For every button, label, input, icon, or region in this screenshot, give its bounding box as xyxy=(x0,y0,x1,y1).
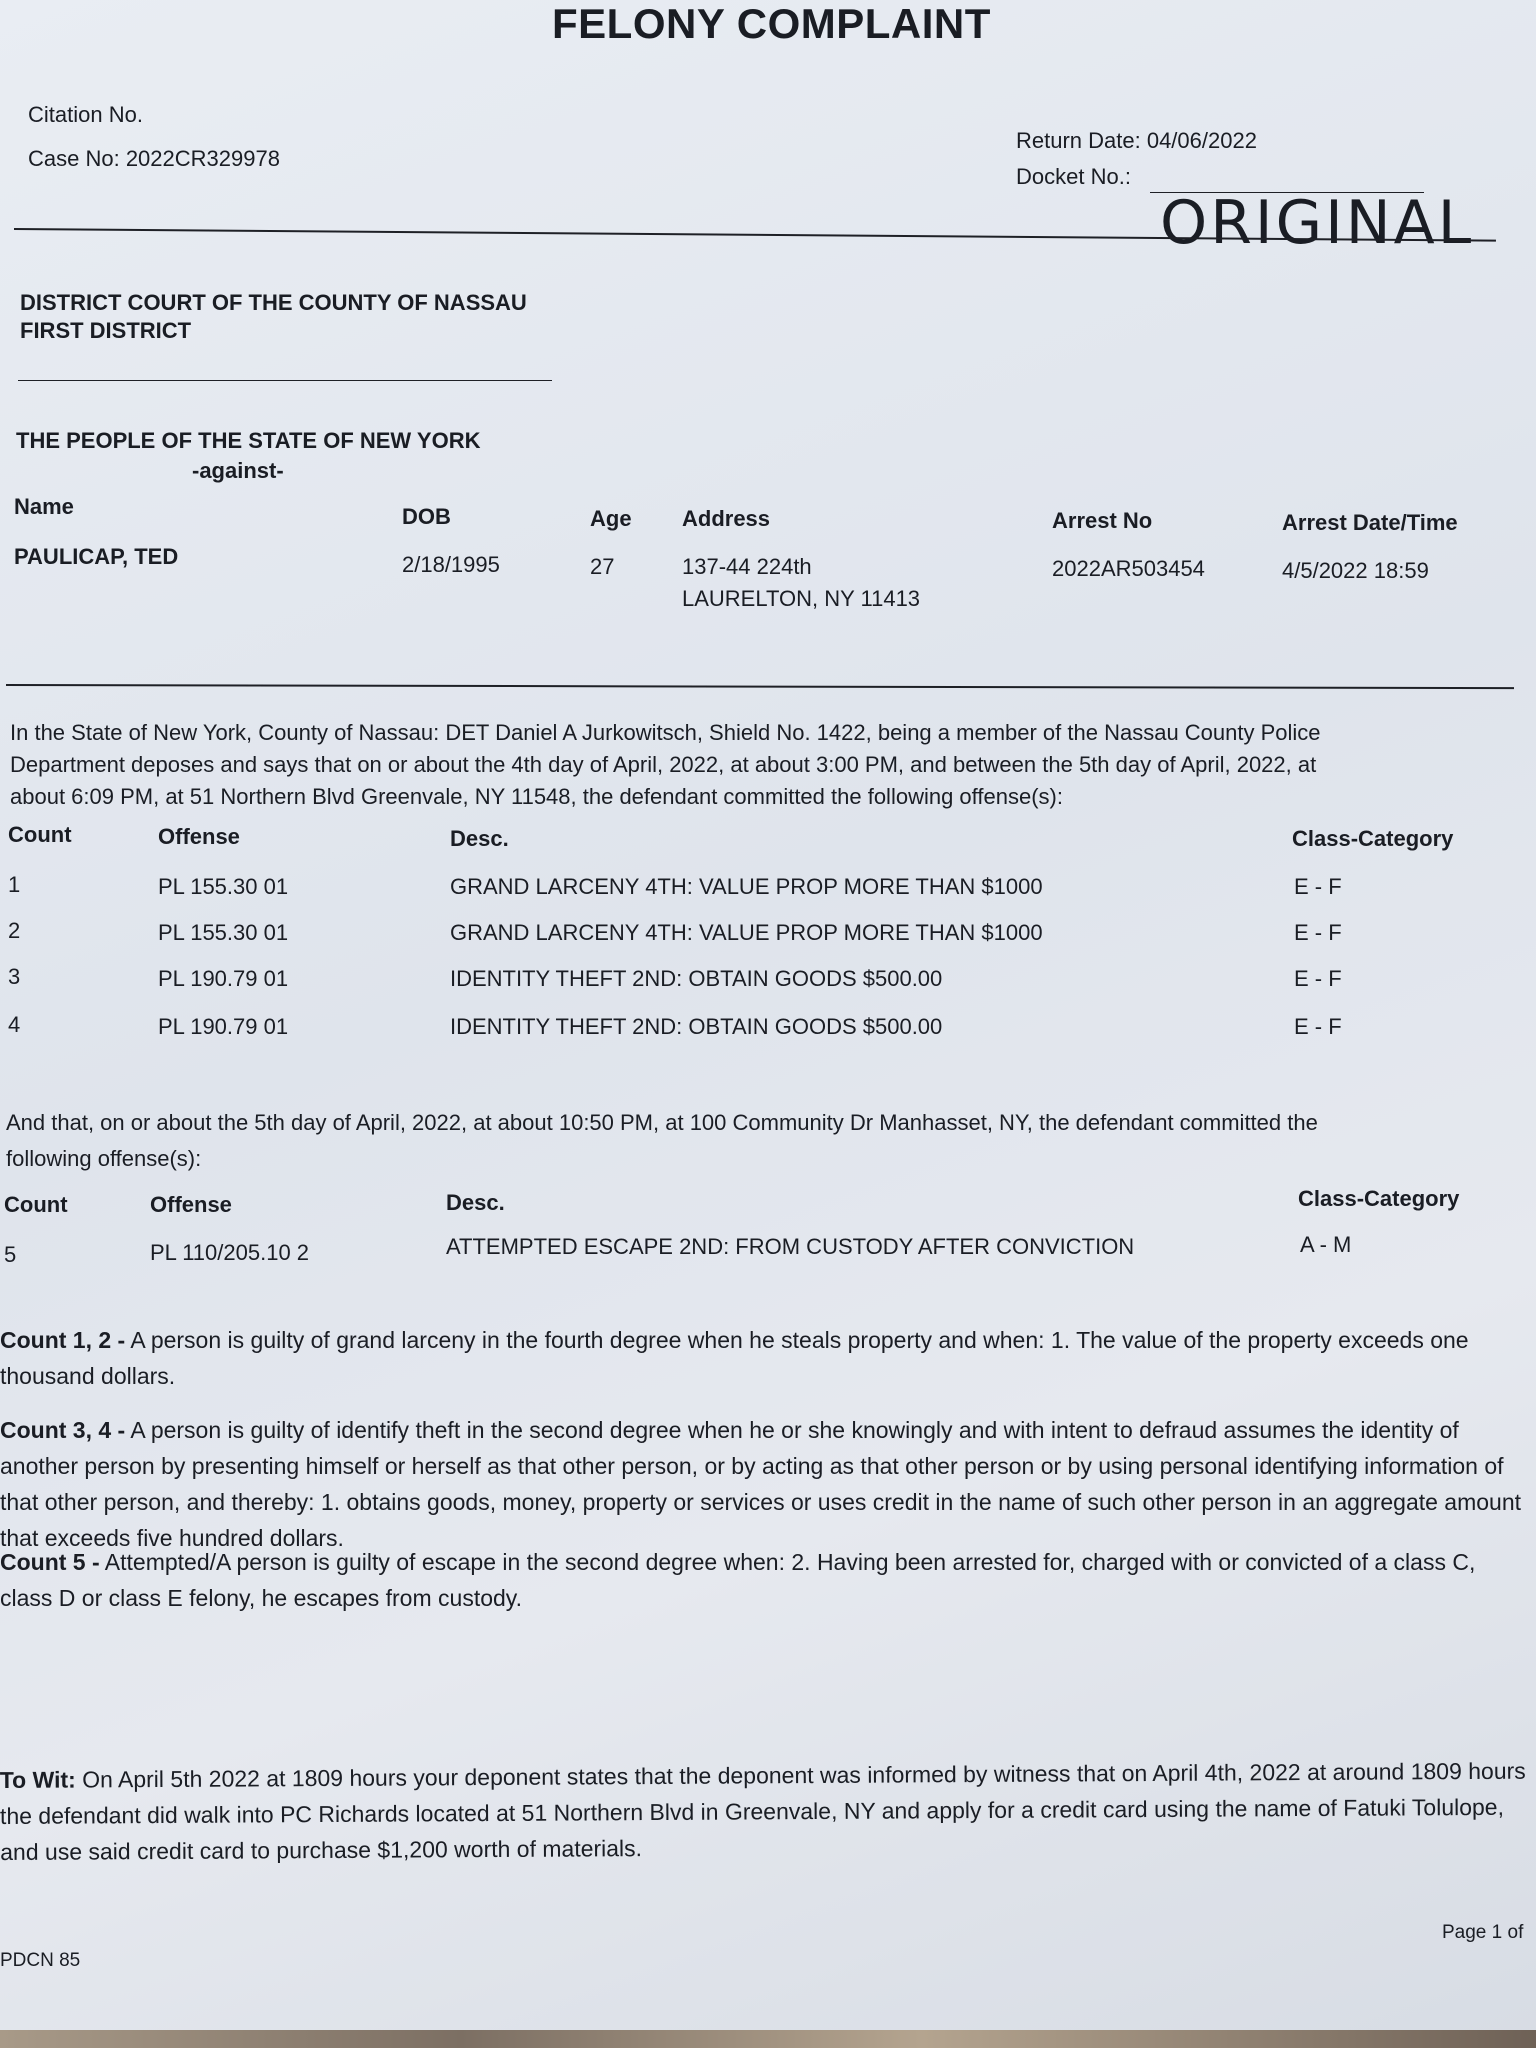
col-arrest-no-header: Arrest No xyxy=(1052,508,1153,533)
against-label: -against- xyxy=(192,458,284,483)
col-name-header: Name xyxy=(14,494,74,519)
offense-code: PL 155.30 01 xyxy=(158,920,289,945)
arrest-datetime: 4/5/2022 18:59 xyxy=(1282,558,1429,583)
statute-text: Attempted/A person is guilty of escape in the second degree when: 2. Having been arrested for, charged with or convicted of a class C, class D or class E felony, he escapes from custody. xyxy=(0,1549,1476,1611)
offense-desc: IDENTITY THEFT 2ND: OBTAIN GOODS $500.00 xyxy=(450,1014,943,1039)
offense-count: 1 xyxy=(8,872,21,897)
intro-line-2: Department deposes and says that on or about the 4th day of April, 2022, at about 3:00 PM, and between the 5th day of April, 2022, at xyxy=(10,752,1317,777)
offense-class: A - M xyxy=(1300,1232,1352,1257)
col-arrest-date-header: Arrest Date/Time xyxy=(1282,510,1458,535)
offense2-desc-header: Desc. xyxy=(446,1190,505,1215)
case-number: Case No: 2022CR329978 xyxy=(28,146,280,171)
defendant-name: PAULICAP, TED xyxy=(14,544,179,569)
table-edge xyxy=(0,2030,1536,2048)
intro-line-1: In the State of New York, County of Nassau: DET Daniel A Jurkowitsch, Shield No. 1422, being a member of the Nassau County Police xyxy=(10,720,1321,745)
offense-count: 2 xyxy=(8,918,21,943)
return-date: Return Date: 04/06/2022 xyxy=(1016,128,1257,153)
col-address-header: Address xyxy=(682,506,771,531)
offense-desc: GRAND LARCENY 4TH: VALUE PROP MORE THAN $1000 xyxy=(450,874,1043,899)
offense-desc: GRAND LARCENY 4TH: VALUE PROP MORE THAN $1000 xyxy=(450,920,1043,945)
offense-desc: ATTEMPTED ESCAPE 2ND: FROM CUSTODY AFTER CONVICTION xyxy=(446,1234,1135,1259)
offense2-code-header: Offense xyxy=(150,1192,232,1217)
to-wit-text: On April 5th 2022 at 1809 hours your deponent states that the deponent was informed by witness that on April 4th, 2022 at around 1809 hours the defendant did walk into PC Richards located at 51 Northern Blvd in Greenvale, NY and apply for a credit card using the name of Fatuki Tolulope, and use said credit card to purchase $1,200 worth of materials. xyxy=(0,1757,1526,1865)
offense-class: E - F xyxy=(1294,1014,1342,1039)
statute-label: Count 5 - xyxy=(0,1549,100,1575)
second-intro-line-2: following offense(s): xyxy=(6,1146,202,1171)
offense2-class-header: Class-Category xyxy=(1298,1186,1460,1211)
court-district: FIRST DISTRICT xyxy=(20,318,192,343)
offense-count: 5 xyxy=(4,1242,17,1267)
statute-count-5 xyxy=(0,1544,1520,1616)
statute-text: A person is guilty of grand larceny in the fourth degree when he steals property and when: 1. The value of the property exceeds one thousand dollars. xyxy=(0,1327,1469,1389)
defendant-divider xyxy=(6,684,1514,689)
offense-code: PL 190.79 01 xyxy=(158,1014,289,1039)
form-id: PDCN 85 xyxy=(0,1950,81,1971)
offense2-count-header: Count xyxy=(4,1192,68,1217)
offense-desc-header: Desc. xyxy=(450,826,509,851)
to-wit-label: To Wit: xyxy=(0,1766,76,1794)
offense-code: PL 155.30 01 xyxy=(158,874,289,899)
offense-class: E - F xyxy=(1294,966,1342,991)
offense-desc: IDENTITY THEFT 2ND: OBTAIN GOODS $500.00 xyxy=(450,966,943,991)
defendant-dob: 2/18/1995 xyxy=(402,552,500,577)
defendant-address-line2: LAURELTON, NY 11413 xyxy=(682,586,921,611)
offense-count: 4 xyxy=(8,1012,21,1037)
offense-count: 3 xyxy=(8,964,21,989)
court-name: DISTRICT COURT OF THE COUNTY OF NASSAU xyxy=(20,290,527,315)
people-caption: THE PEOPLE OF THE STATE OF NEW YORK xyxy=(16,428,481,453)
offense-class: E - F xyxy=(1294,920,1342,945)
statute-label: Count 1, 2 - xyxy=(0,1327,126,1353)
col-dob-header: DOB xyxy=(402,504,451,529)
offense-code: PL 190.79 01 xyxy=(158,966,289,991)
statute-count-3-4 xyxy=(0,1412,1532,1556)
second-intro-line-1: And that, on or about the 5th day of April, 2022, at about 10:50 PM, at 100 Community Dr Manhasset, NY, the defendant committed the xyxy=(6,1110,1318,1135)
to-wit-paragraph xyxy=(0,1753,1530,1870)
defendant-age: 27 xyxy=(590,554,615,579)
offense-count-header: Count xyxy=(8,822,72,847)
document-title: FELONY COMPLAINT xyxy=(552,0,991,47)
court-divider xyxy=(18,380,552,381)
defendant-address-line1: 137-44 224th xyxy=(682,554,812,579)
statute-count-1-2 xyxy=(0,1322,1500,1394)
intro-line-3: about 6:09 PM, at 51 Northern Blvd Greenvale, NY 11548, the defendant committed the following offense(s): xyxy=(10,784,1063,809)
offense-class-header: Class-Category xyxy=(1292,826,1454,851)
arrest-number: 2022AR503454 xyxy=(1052,556,1205,581)
statute-text: A person is guilty of identify theft in the second degree when he or she knowingly and with intent to defraud assumes the identity of another person by presenting himself or herself as that other person, or by acting as that other person or by using personal identifying information of that other person, and thereby: 1. obtains goods, money, property or services or uses credit in the name of such other person in an aggregate amount that exceeds five hundred dollars. xyxy=(0,1417,1522,1551)
citation-label: Citation No. xyxy=(28,102,143,127)
docket-label: Docket No.: xyxy=(1016,164,1131,189)
offense-code: PL 110/205.10 2 xyxy=(150,1240,310,1265)
offense-class: E - F xyxy=(1294,874,1342,899)
original-stamp: ORIGINAL xyxy=(1160,188,1475,258)
page-number: Page 1 of xyxy=(1442,1922,1524,1943)
statute-label: Count 3, 4 - xyxy=(0,1417,126,1443)
col-age-header: Age xyxy=(590,506,632,531)
offense-code-header: Offense xyxy=(158,824,240,849)
